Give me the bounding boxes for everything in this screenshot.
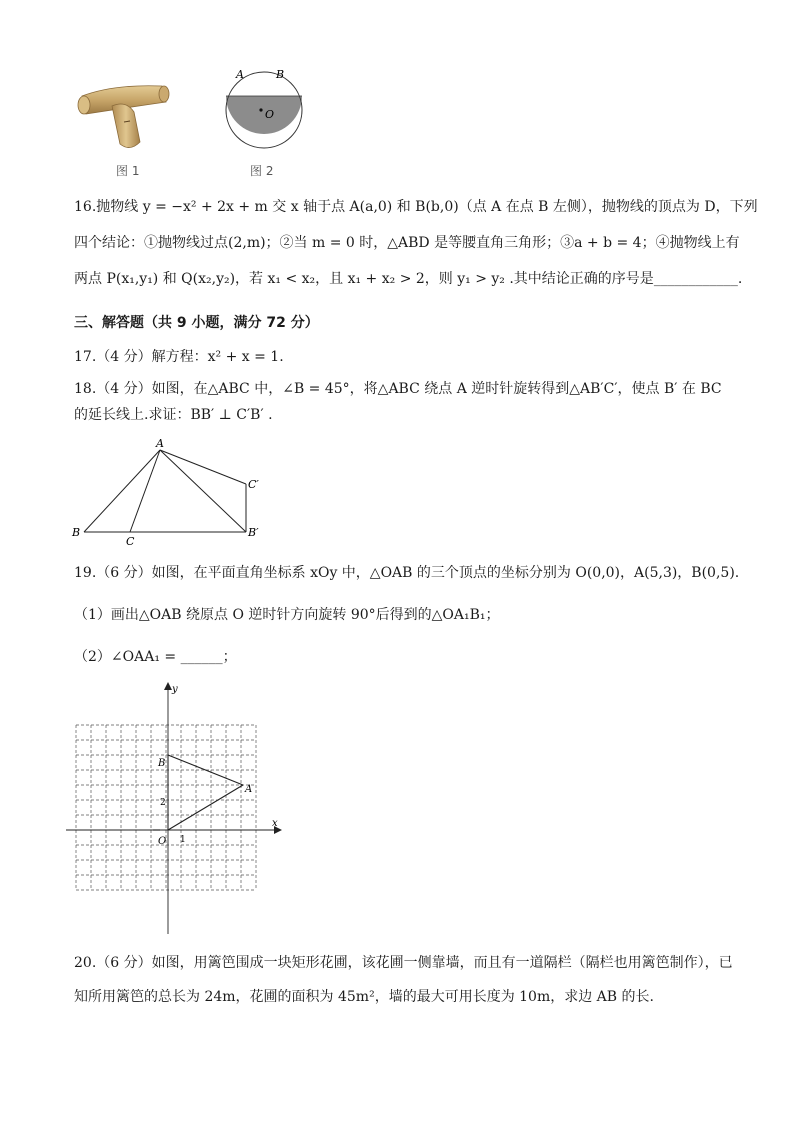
grid-a-label: A	[245, 784, 253, 795]
coordinate-grid	[60, 676, 290, 938]
figure-1	[74, 74, 174, 154]
q16-answer-blank: ____________.	[653, 271, 743, 287]
water-circle-diagram	[218, 64, 310, 160]
grid-b-label: B	[158, 758, 166, 769]
q18-line-1: 18.（4 分）如图，在△ABC 中，∠B = 45°，将△ABC 绕点 A 逆时针旋转得到△AB′C′，使点 B′ 在 BC	[74, 381, 722, 397]
q16-line-3-text: 两点 P(x₁,y₁) 和 Q(x₂,y₂)，若 x₁ < x₂，且 x₁ + x₂ > 2，则 y₁ > y₂ .其中结论正确的序号是	[74, 271, 654, 287]
q16-line-2: 四个结论：①抛物线过点(2,m)；②当 m = 0 时，△ABD 是等腰直角三角形；③a + b = 4；④抛物线上有	[74, 235, 740, 251]
section-3-title: 三、解答题（共 9 小题，满分 72 分）	[74, 315, 319, 331]
q20-line-1: 20.（6 分）如图，用篱笆围成一块矩形花圃，该花圃一侧靠墙，而且有一道隔栏（隔栏也用篱笆制作），已	[74, 955, 733, 971]
figure-2-caption: 图 2	[250, 164, 274, 178]
figure-2	[218, 64, 310, 160]
q18-label-b: B	[72, 526, 81, 539]
fig2-label-a: A	[236, 68, 244, 81]
grid-y-label: y	[172, 684, 178, 695]
q18-label-c-prime: C′	[248, 478, 259, 491]
q19-part-1: （1）画出△OAB 绕原点 O 逆时针方向旋转 90°后得到的△OA₁B₁；	[74, 607, 500, 623]
fig2-label-o: O	[265, 108, 275, 121]
q18-figure	[66, 436, 266, 548]
triangle-rotation-diagram	[66, 436, 266, 548]
q19-grid-figure	[60, 676, 290, 938]
q16-line-3	[74, 268, 742, 290]
bamboo-illustration	[74, 74, 174, 154]
q17-text: 17.（4 分）解方程：x² + x = 1.	[74, 349, 284, 365]
q18-label-c: C	[126, 535, 135, 548]
grid-x-label: x	[272, 818, 278, 829]
grid-tick-x-1: 1	[180, 835, 186, 845]
fig2-label-b: B	[276, 68, 285, 81]
q18-line-2: 的延长线上.求证：BB′ ⊥ C′B′ .	[74, 407, 273, 423]
q20-line-2: 知所用篱笆的总长为 24m，花圃的面积为 45m²，墙的最大可用长度为 10m，求边 AB 的长.	[74, 989, 654, 1005]
q16-line-1: 16.抛物线 y = −x² + 2x + m 交 x 轴于点 A(a,0) 和 B(b,0)（点 A 在点 B 左侧），抛物线的顶点为 D，下列	[74, 199, 758, 215]
grid-tick-y-2: 2	[160, 798, 166, 808]
q19-part-2: （2）∠OAA₁ = ______；	[74, 649, 237, 665]
q18-label-b-prime: B′	[248, 526, 259, 539]
grid-o-label: O	[158, 836, 167, 847]
q19-line-1: 19.（6 分）如图，在平面直角坐标系 xOy 中，△OAB 的三个顶点的坐标分别为 O(0,0)，A(5,3)，B(0,5).	[74, 565, 740, 581]
q18-label-a: A	[156, 437, 164, 450]
figure-1-caption: 图 1	[116, 164, 140, 178]
